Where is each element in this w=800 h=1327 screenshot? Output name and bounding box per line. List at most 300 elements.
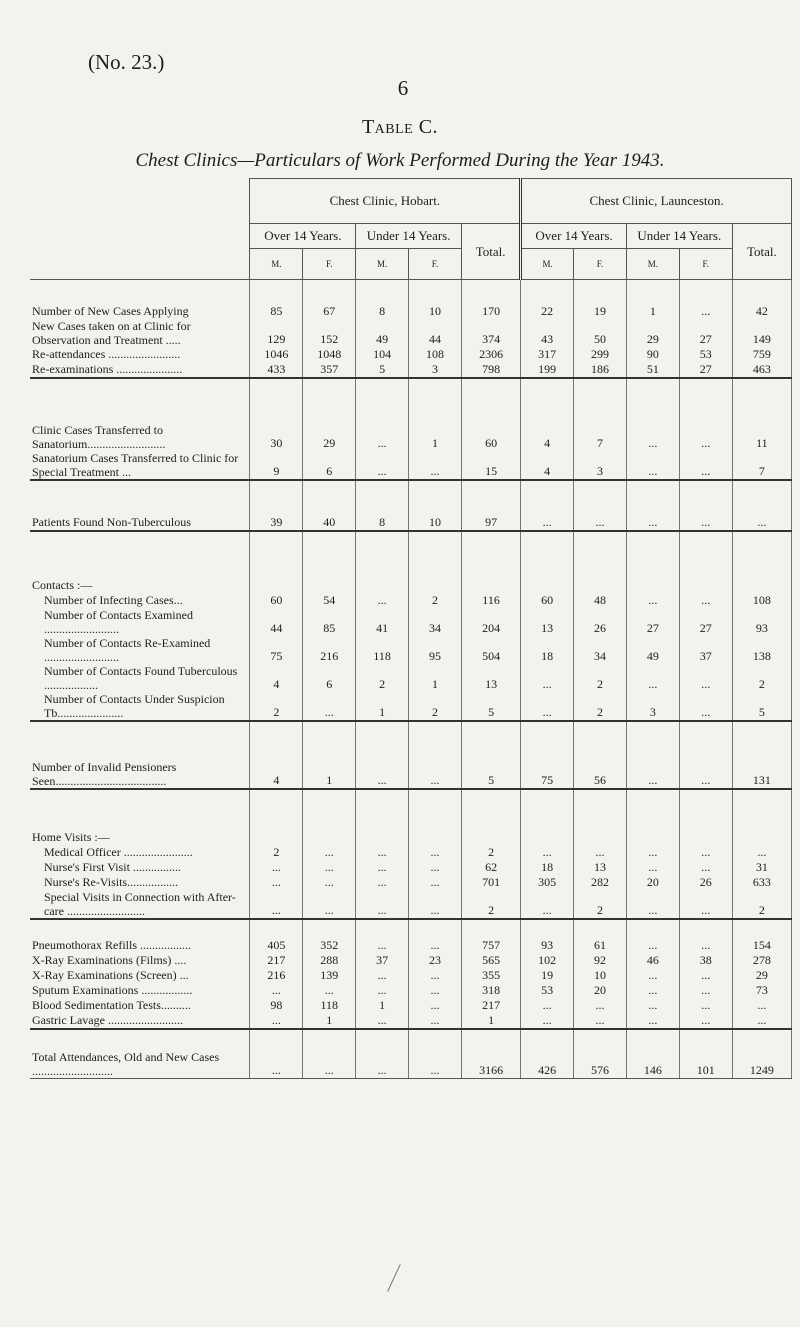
table-cell: ... [574,1013,627,1029]
table-cell: 18 [521,860,574,875]
table-cell: ... [303,983,356,998]
table-cell: 93 [521,938,574,953]
table-cell: 576 [574,1050,627,1079]
table-cell: 73 [732,983,791,998]
row-label: Clinic Cases Transferred to Sanatorium.......................... [32,423,166,451]
spacer-cell [356,378,409,423]
table-cell [574,830,627,845]
table-cell: ... [732,998,791,1013]
table-cell: ... [679,968,732,983]
row-label: Pneumothorax Refills ................. [32,938,191,952]
table-cell: 118 [356,636,409,664]
table-cell: 7 [732,451,791,480]
table-row [30,860,792,875]
table-cell: 4 [521,451,574,480]
header-hobart-over14: Over 14 Years. [250,224,356,249]
table-cell: 53 [679,347,732,362]
table-row [30,608,792,636]
spacer-cell [626,1029,679,1050]
table-cell: 1046 [250,347,303,362]
table-cell: 20 [574,983,627,998]
table-cell: ... [626,983,679,998]
table-cell: ... [409,890,462,919]
spacer-cell [574,280,627,305]
spacer-cell [521,378,574,423]
table-cell: 44 [409,319,462,347]
table-cell [732,578,791,593]
table-cell: 46 [626,953,679,968]
spacer-cell [30,280,250,305]
spacer-cell [303,919,356,938]
table-cell: 798 [461,362,520,378]
table-cell: ... [679,845,732,860]
table-cell: 217 [461,998,520,1013]
table-cell: 2 [574,692,627,721]
table-cell: 20 [626,875,679,890]
spacer-cell [521,721,574,760]
table-cell: ... [356,890,409,919]
spacer-cell [30,1029,250,1050]
table-cell: ... [250,983,303,998]
table-cell [461,830,520,845]
spacer-cell [732,919,791,938]
table-cell: ... [409,1050,462,1079]
table-cell: ... [626,998,679,1013]
table-cell: ... [626,938,679,953]
table-cell: 39 [250,515,303,531]
table-cell: ... [303,875,356,890]
table-cell [626,578,679,593]
table-cell: 199 [521,362,574,378]
spacer-cell [732,789,791,830]
table-row [30,845,792,860]
table-cell: 1 [356,692,409,721]
table-cell: ... [303,845,356,860]
table-cell: 61 [574,938,627,953]
spacer-cell [679,721,732,760]
table-cell: ... [250,1050,303,1079]
table-cell: 288 [303,953,356,968]
table-cell: ... [303,890,356,919]
table-cell: 31 [732,860,791,875]
page-number: 6 [397,76,409,100]
table-cell: 97 [461,515,520,531]
spacer-cell [461,531,520,578]
table-cell: ... [574,998,627,1013]
table-cell: 23 [409,953,462,968]
table-row [30,593,792,608]
table-cell: ... [679,664,732,692]
spacer-cell [303,721,356,760]
table-cell: 216 [303,636,356,664]
table-cell: 170 [461,304,520,319]
table-cell: 37 [356,953,409,968]
table-cell: ... [626,515,679,531]
table-cell: 701 [461,875,520,890]
table-cell: ... [574,845,627,860]
table-cell: 357 [303,362,356,378]
table-cell: 116 [461,593,520,608]
table-cell: ... [626,760,679,789]
table-cell: 7 [574,423,627,451]
table-cell: 2 [409,692,462,721]
table-cell: 40 [303,515,356,531]
table-cell: ... [679,692,732,721]
spacer-cell [30,480,250,515]
table-row [30,451,792,480]
table-cell: 154 [732,938,791,953]
table-cell [521,578,574,593]
table-cell: 131 [732,760,791,789]
table-subtitle: Chest Clinics—Particulars of Work Performed During the Year 1943. [135,150,665,171]
table-cell: 13 [521,608,574,636]
table-cell: ... [409,860,462,875]
spacer-cell [356,919,409,938]
table-cell: 1 [303,1013,356,1029]
table-cell: 216 [250,968,303,983]
row-label: Total Attendances, Old and New Cases ........................... [30,1050,250,1079]
table-cell: 2 [732,890,791,919]
row-label: Number of Contacts Re-Examined ......................... [44,636,211,664]
table-cell: 565 [461,953,520,968]
spacer-cell [679,280,732,305]
table-cell: 26 [679,875,732,890]
spacer-cell [732,531,791,578]
table-cell: 2 [574,890,627,919]
row-label: Patients Found Non-Tuberculous [30,515,250,531]
spacer-cell [626,919,679,938]
table-row [30,983,792,998]
table-cell: ... [732,1013,791,1029]
spacer-cell [679,480,732,515]
table-cell: 48 [574,593,627,608]
row-label: Number of Infecting Cases... [44,593,183,607]
spacer-cell [461,480,520,515]
spacer-row [30,531,792,578]
spacer-cell [409,919,462,938]
table-cell: 355 [461,968,520,983]
table-cell [409,830,462,845]
table-cell: 504 [461,636,520,664]
table-cell: ... [303,692,356,721]
header-m: M. [250,249,303,280]
table-cell: 757 [461,938,520,953]
spacer-cell [30,531,250,578]
table-cell [574,578,627,593]
table-cell: ... [679,860,732,875]
spacer-cell [30,378,250,423]
row-label: Re-attendances ........................ [32,347,181,361]
table-cell: 129 [250,319,303,347]
spacer-cell [303,1029,356,1050]
table-cell: 13 [574,860,627,875]
header-hobart-under14: Under 14 Years. [356,224,462,249]
table-cell: ... [626,451,679,480]
row-label: Special Visits in Connection with After-care .......................... [30,890,250,919]
spacer-cell [574,378,627,423]
spacer-cell [521,531,574,578]
table-row [30,938,792,953]
spacer-cell [409,789,462,830]
spacer-cell [732,280,791,305]
table-cell: ... [521,692,574,721]
table-cell: 27 [679,608,732,636]
table-cell: 13 [461,664,520,692]
table-cell: 15 [461,451,520,480]
table-cell: 54 [303,593,356,608]
spacer-row [30,378,792,423]
table-cell: 3 [574,451,627,480]
table-cell: ... [679,1013,732,1029]
spacer-cell [356,721,409,760]
spacer-cell [356,1029,409,1050]
row-label: Nurse's Re-Visits................. [44,875,179,889]
table-cell: 34 [409,608,462,636]
row-label: X-Ray Examinations (Films) .... [32,953,187,967]
table-cell: 44 [250,608,303,636]
spacer-cell [250,480,303,515]
table-cell [521,830,574,845]
spacer-cell [409,531,462,578]
table-cell: 5 [461,760,520,789]
header-hobart: Chest Clinic, Hobart. [250,179,521,224]
table-cell [303,830,356,845]
table-row [30,515,792,531]
table-cell: ... [732,845,791,860]
table-cell: 29 [732,968,791,983]
table-cell: 85 [250,304,303,319]
spacer-cell [461,721,520,760]
table-cell: ... [356,593,409,608]
spacer-cell [626,789,679,830]
table-cell: 217 [250,953,303,968]
table-row [30,998,792,1013]
table-cell: 101 [679,1050,732,1079]
document-number: (No. 23.) [88,50,165,74]
table-cell: 27 [679,319,732,347]
table-cell: ... [521,890,574,919]
table-cell: ... [250,1013,303,1029]
header-blank-cell [30,179,250,280]
table-cell: ... [521,845,574,860]
row-label: Blood Sedimentation Tests.......... [32,998,191,1012]
table-cell: 85 [303,608,356,636]
table-cell: 318 [461,983,520,998]
spacer-cell [521,280,574,305]
row-label: Medical Officer ....................... [44,845,193,859]
table-cell: 2306 [461,347,520,362]
table-cell: 60 [461,423,520,451]
header-m: M. [626,249,679,280]
table-cell: 8 [356,515,409,531]
table-cell: 42 [732,304,791,319]
table-row [30,319,792,347]
spacer-cell [732,1029,791,1050]
table-cell: 426 [521,1050,574,1079]
row-label: Re-examinations ...................... [30,362,250,378]
table-cell: 102 [521,953,574,968]
table-cell: 8 [356,304,409,319]
table-cell: 305 [521,875,574,890]
table-cell: 10 [409,515,462,531]
table-cell: 11 [732,423,791,451]
header-launceston-total: Total. [732,224,791,280]
table-cell: 149 [732,319,791,347]
table-cell: ... [356,938,409,953]
spacer-row [30,280,792,305]
table-cell: 2 [461,890,520,919]
table-cell: 204 [461,608,520,636]
table-cell: ... [679,938,732,953]
spacer-cell [626,531,679,578]
table-cell: ... [409,968,462,983]
row-label: Number of Invalid Pensioners Seen..................................... [30,760,250,789]
table-row [30,304,792,319]
spacer-cell [30,721,250,760]
spacer-cell [626,280,679,305]
table-cell: 98 [250,998,303,1013]
spacer-cell [409,721,462,760]
table-cell: ... [679,451,732,480]
spacer-cell [250,531,303,578]
spacer-cell [732,480,791,515]
spacer-row [30,721,792,760]
table-cell: 278 [732,953,791,968]
row-label: Number of Contacts Under Suspicion Tb...................... [30,692,250,721]
spacer-cell [626,480,679,515]
table-row [30,875,792,890]
table-cell: 26 [574,608,627,636]
spacer-cell [679,531,732,578]
table-cell: ... [626,664,679,692]
table-cell: 92 [574,953,627,968]
spacer-cell [574,480,627,515]
table-cell: 186 [574,362,627,378]
spacer-cell [626,721,679,760]
table-row [30,760,792,789]
table-row [30,578,792,593]
row-label: Number of Contacts Found Tuberculous .................. [44,664,238,692]
spacer-cell [250,280,303,305]
table-cell: ... [303,860,356,875]
spacer-cell [521,480,574,515]
header-f: F. [679,249,732,280]
table-row [30,968,792,983]
table-cell: 3 [409,362,462,378]
table-cell: 5 [732,692,791,721]
table-cell: 50 [574,319,627,347]
table-cell [356,578,409,593]
table-cell: 29 [626,319,679,347]
spacer-cell [521,1029,574,1050]
spacer-cell [250,721,303,760]
spacer-row [30,480,792,515]
table-row [30,890,792,919]
table-cell: 3166 [461,1050,520,1079]
spacer-cell [679,789,732,830]
table-cell [356,830,409,845]
table-cell: ... [626,890,679,919]
table-cell: 759 [732,347,791,362]
table-cell: 4 [250,760,303,789]
spacer-cell [521,789,574,830]
spacer-cell [461,1029,520,1050]
spacer-cell [356,480,409,515]
table-cell: 49 [356,319,409,347]
table-cell: ... [679,593,732,608]
table-cell: ... [679,998,732,1013]
spacer-cell [250,378,303,423]
table-cell: 37 [679,636,732,664]
table-cell: 2 [409,593,462,608]
table-cell [250,830,303,845]
table-cell: ... [409,1013,462,1029]
spacer-cell [679,378,732,423]
table-cell: ... [521,1013,574,1029]
spacer-cell [461,280,520,305]
spacer-cell [356,280,409,305]
table-cell [626,830,679,845]
table-cell: 2 [574,664,627,692]
row-label: Number of New Cases Applying [32,304,189,318]
row-label: New Cases taken on at Clinic for Observation and Treatment ..... [32,319,191,347]
table-cell: 6 [303,451,356,480]
table-cell: 41 [356,608,409,636]
table-cell: ... [356,1050,409,1079]
spacer-cell [409,480,462,515]
table-cell: 9 [250,451,303,480]
table-cell: 118 [303,998,356,1013]
table-row [30,1013,792,1029]
table-cell: ... [679,760,732,789]
row-label: Sanatorium Cases Transferred to Clinic for Special Treatment ... [30,451,250,480]
header-m: M. [521,249,574,280]
table-cell: ... [250,860,303,875]
table-cell: ... [626,593,679,608]
spacer-cell [574,789,627,830]
spacer-cell [574,531,627,578]
table-cell: ... [356,451,409,480]
spacer-row [30,1029,792,1050]
spacer-cell [250,919,303,938]
table-cell: 1 [409,664,462,692]
table-cell: ... [409,451,462,480]
spacer-row [30,789,792,830]
table-cell: 1 [626,304,679,319]
spacer-cell [574,1029,627,1050]
table-row [30,362,792,378]
spacer-cell [303,789,356,830]
header-launceston-under14: Under 14 Years. [626,224,732,249]
table-cell: ... [356,983,409,998]
table-cell: 139 [303,968,356,983]
row-label: Number of Contacts Examined ......................... [44,608,193,636]
table-cell: 282 [574,875,627,890]
table-row [30,830,792,845]
spacer-cell [356,789,409,830]
table-cell: ... [679,515,732,531]
spacer-cell [30,919,250,938]
table-cell: 67 [303,304,356,319]
table-cell: 62 [461,860,520,875]
table-cell: ... [356,760,409,789]
table-cell [250,578,303,593]
spacer-cell [732,378,791,423]
table-cell: 4 [521,423,574,451]
table-cell: 75 [521,760,574,789]
spacer-cell [461,789,520,830]
table-cell: ... [409,983,462,998]
